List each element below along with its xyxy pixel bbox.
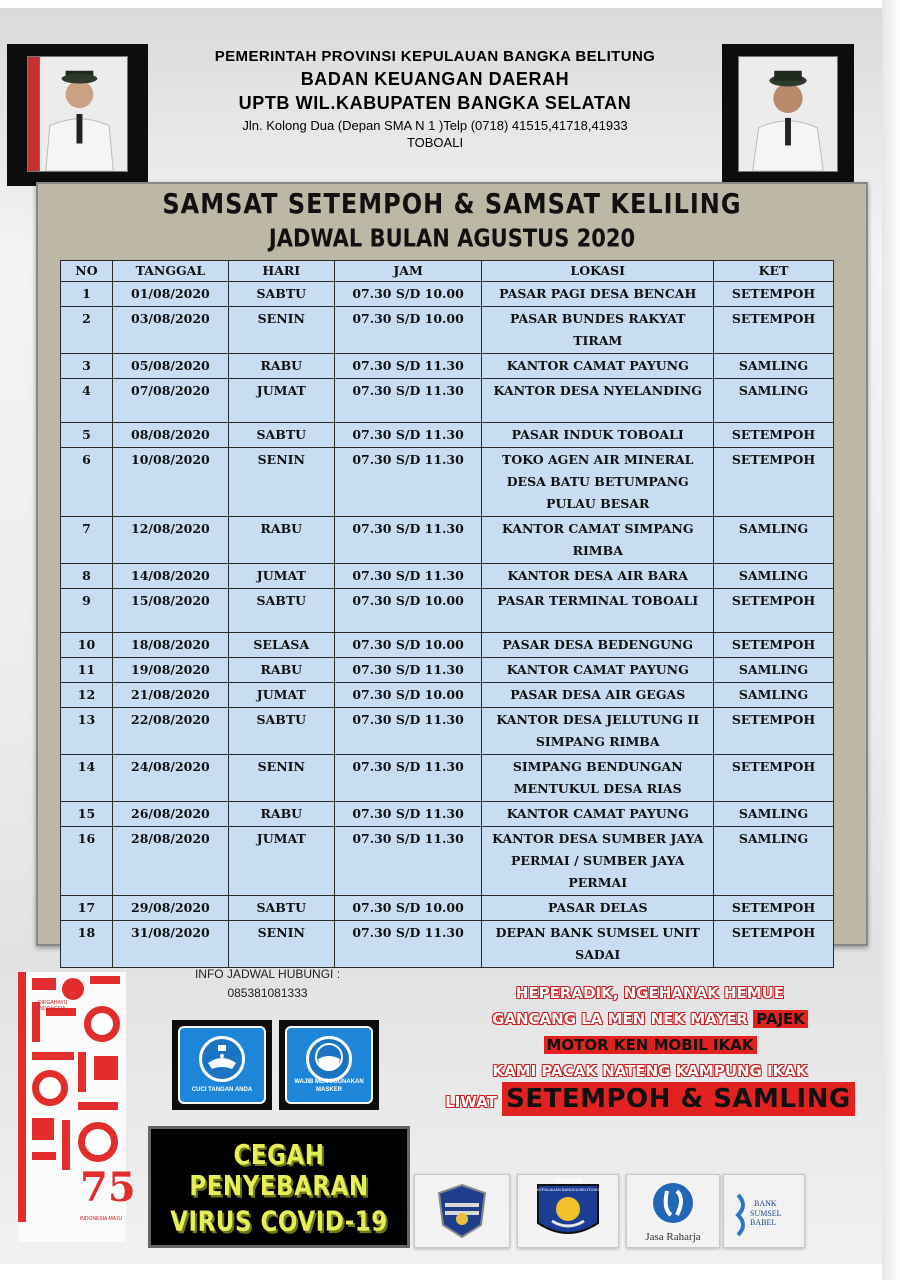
cell-no: 9 bbox=[61, 589, 113, 633]
cell-ket: SETEMPOH bbox=[714, 896, 834, 921]
contact-phone: 085381081333 bbox=[227, 986, 308, 1000]
cell-jam: 07.30 S/D 10.00 bbox=[334, 896, 482, 921]
cell-jam: 07.30 S/D 11.30 bbox=[334, 755, 482, 802]
cell-tanggal: 12/08/2020 bbox=[112, 517, 228, 564]
cell-hari: JUMAT bbox=[228, 683, 334, 708]
cell-no: 4 bbox=[61, 379, 113, 423]
cell-tanggal: 19/08/2020 bbox=[112, 658, 228, 683]
table-row bbox=[61, 589, 834, 633]
cell-no: 10 bbox=[61, 633, 113, 658]
bank-label: BANK bbox=[754, 1199, 777, 1208]
cell-tanggal: 08/08/2020 bbox=[112, 423, 228, 448]
cell-tanggal: 31/08/2020 bbox=[112, 921, 228, 968]
cell-jam: 07.30 S/D 11.30 bbox=[334, 517, 482, 564]
cell-lokasi: KANTOR CAMAT PAYUNG bbox=[482, 354, 714, 379]
schedule-body bbox=[61, 282, 834, 968]
hand-wash-icon bbox=[199, 1036, 245, 1082]
slogan-line-1: HEPERADIK, NGEHANAK HEMUE bbox=[515, 984, 785, 1002]
slogan-line-5 bbox=[440, 1086, 860, 1115]
cell-ket: SAMLING bbox=[714, 802, 834, 827]
cell-ket: SAMLING bbox=[714, 354, 834, 379]
dirgahayu-text: DIRGAHAYU INDONESIA bbox=[38, 1000, 68, 1012]
jasa-raharja-emblem-icon bbox=[627, 1175, 719, 1231]
cell-no: 6 bbox=[61, 448, 113, 517]
cell-hari: SENIN bbox=[228, 755, 334, 802]
slogan-line-3-text: MOTOR KEN MOBIL IKAK bbox=[544, 1036, 757, 1054]
table-row bbox=[61, 564, 834, 589]
bottom-margin bbox=[0, 1264, 900, 1280]
face-mask-icon bbox=[306, 1036, 352, 1082]
official-portrait-icon bbox=[28, 57, 127, 171]
slogan-setempoh-samling: SETEMPOH & SAMLING bbox=[502, 1082, 855, 1116]
contact-label: INFO JADWAL HUBUNGI : bbox=[194, 967, 341, 981]
schedule-table bbox=[60, 260, 834, 968]
cell-lokasi: PASAR DELAS bbox=[482, 896, 714, 921]
cell-ket: SETEMPOH bbox=[714, 282, 834, 307]
cell-jam: 07.30 S/D 11.30 bbox=[334, 827, 482, 896]
cell-lokasi: KANTOR CAMAT PAYUNG bbox=[482, 658, 714, 683]
cell-lokasi: PASAR TERMINAL TOBOALI bbox=[482, 589, 714, 633]
cell-lokasi: PASAR PAGI DESA BENCAH bbox=[482, 282, 714, 307]
letterhead bbox=[150, 44, 720, 150]
cell-jam: 07.30 S/D 11.30 bbox=[334, 921, 482, 968]
cell-hari: SELASA bbox=[228, 633, 334, 658]
table-row bbox=[61, 658, 834, 683]
header-line-3: UPTB WIL.KABUPATEN BANGKA SELATAN bbox=[238, 93, 632, 113]
cell-ket: SAMLING bbox=[714, 379, 834, 423]
wear-mask-sign bbox=[279, 1020, 379, 1110]
cell-ket: SETEMPOH bbox=[714, 921, 834, 968]
table-row bbox=[61, 827, 834, 896]
cell-hari: JUMAT bbox=[228, 564, 334, 589]
cell-hari: RABU bbox=[228, 354, 334, 379]
cell-no: 1 bbox=[61, 282, 113, 307]
table-header-row bbox=[61, 261, 834, 282]
governor-photo bbox=[7, 44, 148, 186]
cell-tanggal: 29/08/2020 bbox=[112, 896, 228, 921]
bank-label-2: SUMSEL BABEL bbox=[750, 1209, 782, 1227]
cell-tanggal: 07/08/2020 bbox=[112, 379, 228, 423]
cell-no: 3 bbox=[61, 354, 113, 379]
cell-ket: SAMLING bbox=[714, 658, 834, 683]
cell-hari: SABTU bbox=[228, 423, 334, 448]
cell-tanggal: 03/08/2020 bbox=[112, 307, 228, 354]
cell-tanggal: 21/08/2020 bbox=[112, 683, 228, 708]
cell-ket: SETEMPOH bbox=[714, 448, 834, 517]
cell-tanggal: 10/08/2020 bbox=[112, 448, 228, 517]
cell-no: 17 bbox=[61, 896, 113, 921]
cell-lokasi: KANTOR CAMAT SIMPANG RIMBA bbox=[482, 517, 714, 564]
slogan-line-3 bbox=[440, 1032, 860, 1058]
slogan-liwat: LIWAT bbox=[445, 1093, 497, 1111]
cell-lokasi: KANTOR DESA NYELANDING bbox=[482, 379, 714, 423]
table-row bbox=[61, 423, 834, 448]
cell-lokasi: PASAR DESA BEDENGUNG bbox=[482, 633, 714, 658]
police-logo bbox=[414, 1174, 510, 1248]
cell-jam: 07.30 S/D 10.00 bbox=[334, 589, 482, 633]
cell-no: 12 bbox=[61, 683, 113, 708]
cell-hari: JUMAT bbox=[228, 379, 334, 423]
cell-ket: SAMLING bbox=[714, 827, 834, 896]
table-row bbox=[61, 896, 834, 921]
header-line-2: BADAN KEUANGAN DAERAH bbox=[300, 69, 570, 89]
table-row bbox=[61, 307, 834, 354]
cell-ket: SETEMPOH bbox=[714, 307, 834, 354]
slogan-pajek: PAJEK bbox=[753, 1010, 808, 1028]
cell-lokasi: KANTOR CAMAT PAYUNG bbox=[482, 802, 714, 827]
covid-line-2: VIRUS COVID-19 bbox=[170, 1206, 388, 1238]
cell-hari: RABU bbox=[228, 802, 334, 827]
jasa-raharja-logo bbox=[626, 1174, 720, 1248]
cell-tanggal: 15/08/2020 bbox=[112, 589, 228, 633]
slogan-line-2 bbox=[440, 1006, 860, 1032]
cell-no: 14 bbox=[61, 755, 113, 802]
vice-governor-photo bbox=[722, 44, 854, 186]
cell-tanggal: 26/08/2020 bbox=[112, 802, 228, 827]
cell-jam: 07.30 S/D 11.30 bbox=[334, 379, 482, 423]
slogan-line-2-text: GANCANG LA MEN NEK MAYER bbox=[492, 1010, 748, 1028]
slogan-line-4: KAMI PACAK NATENG KAMPUNG IKAK bbox=[492, 1062, 808, 1080]
col-header-hari: HARI bbox=[228, 261, 334, 282]
wash-hands-sign bbox=[172, 1020, 272, 1110]
cell-hari: SABTU bbox=[228, 896, 334, 921]
cell-lokasi: PASAR INDUK TOBOALI bbox=[482, 423, 714, 448]
slogan bbox=[440, 980, 860, 1115]
cell-no: 7 bbox=[61, 517, 113, 564]
col-header-jam: JAM bbox=[334, 261, 482, 282]
wear-mask-caption: WAJIB MENGGUNAKAN MASKER bbox=[294, 1079, 364, 1093]
cell-jam: 07.30 S/D 10.00 bbox=[334, 633, 482, 658]
cell-jam: 07.30 S/D 11.30 bbox=[334, 708, 482, 755]
cell-tanggal: 01/08/2020 bbox=[112, 282, 228, 307]
provinsi-logo bbox=[517, 1174, 619, 1248]
cell-ket: SETEMPOH bbox=[714, 708, 834, 755]
anniversary-number: 75 bbox=[80, 1164, 136, 1211]
schedule-subtitle: JADWAL BULAN AGUSTUS 2020 bbox=[268, 223, 636, 253]
cell-no: 5 bbox=[61, 423, 113, 448]
cell-lokasi: TOKO AGEN AIR MINERAL DESA BATU BETUMPANG PULAU BESAR bbox=[482, 448, 714, 517]
cell-tanggal: 14/08/2020 bbox=[112, 564, 228, 589]
col-header-lokasi: LOKASI bbox=[482, 261, 714, 282]
cell-hari: SENIN bbox=[228, 307, 334, 354]
cell-jam: 07.30 S/D 10.00 bbox=[334, 683, 482, 708]
col-header-ket: KET bbox=[714, 261, 834, 282]
cell-hari: SABTU bbox=[228, 589, 334, 633]
cell-lokasi: KANTOR DESA JELUTUNG II SIMPANG RIMBA bbox=[482, 708, 714, 755]
cell-hari: SABTU bbox=[228, 708, 334, 755]
header-address: Jln. Kolong Dua (Depan SMA N 1 )Telp (0718) 41515,41718,41933 bbox=[242, 118, 628, 133]
wash-hands-caption: CUCI TANGAN ANDA bbox=[191, 1087, 253, 1093]
cell-jam: 07.30 S/D 10.00 bbox=[334, 307, 482, 354]
cell-jam: 07.30 S/D 11.30 bbox=[334, 423, 482, 448]
cell-no: 13 bbox=[61, 708, 113, 755]
hut-ri-75-graphic bbox=[18, 972, 136, 1242]
covid-line-1: CEGAH PENYEBARAN bbox=[189, 1139, 369, 1203]
cell-no: 15 bbox=[61, 802, 113, 827]
table-row bbox=[61, 802, 834, 827]
cell-lokasi: PASAR BUNDES RAKYAT TIRAM bbox=[482, 307, 714, 354]
cell-no: 11 bbox=[61, 658, 113, 683]
cell-tanggal: 28/08/2020 bbox=[112, 827, 228, 896]
table-row bbox=[61, 755, 834, 802]
cell-hari: JUMAT bbox=[228, 827, 334, 896]
cell-hari: SENIN bbox=[228, 448, 334, 517]
cell-ket: SAMLING bbox=[714, 517, 834, 564]
bank-sumsel-babel-logo bbox=[723, 1174, 805, 1248]
cell-tanggal: 05/08/2020 bbox=[112, 354, 228, 379]
col-header-tanggal: TANGGAL bbox=[112, 261, 228, 282]
cell-ket: SETEMPOH bbox=[714, 423, 834, 448]
cell-lokasi: KANTOR DESA AIR BARA bbox=[482, 564, 714, 589]
official-portrait-icon bbox=[739, 57, 837, 171]
cell-no: 8 bbox=[61, 564, 113, 589]
cell-ket: SETEMPOH bbox=[714, 633, 834, 658]
cell-hari: RABU bbox=[228, 517, 334, 564]
table-row bbox=[61, 354, 834, 379]
cell-jam: 07.30 S/D 11.30 bbox=[334, 658, 482, 683]
cell-tanggal: 22/08/2020 bbox=[112, 708, 228, 755]
table-row bbox=[61, 633, 834, 658]
cell-no: 2 bbox=[61, 307, 113, 354]
table-row bbox=[61, 448, 834, 517]
cell-lokasi: DEPAN BANK SUMSEL UNIT SADAI bbox=[482, 921, 714, 968]
cell-ket: SETEMPOH bbox=[714, 755, 834, 802]
cell-lokasi: SIMPANG BENDUNGAN MENTUKUL DESA RIAS bbox=[482, 755, 714, 802]
cell-jam: 07.30 S/D 11.30 bbox=[334, 354, 482, 379]
cell-tanggal: 18/08/2020 bbox=[112, 633, 228, 658]
cell-ket: SAMLING bbox=[714, 683, 834, 708]
cell-hari: RABU bbox=[228, 658, 334, 683]
provinsi-label-2: KEPULAUAN BANGKA BELITUNG bbox=[536, 1187, 600, 1192]
cell-lokasi: PASAR DESA AIR GEGAS bbox=[482, 683, 714, 708]
col-header-no: NO bbox=[61, 261, 113, 282]
police-emblem-icon bbox=[415, 1175, 509, 1247]
provinsi-label: PROVINSI bbox=[553, 1179, 583, 1185]
header-city: TOBOALI bbox=[406, 135, 464, 150]
schedule-panel bbox=[36, 182, 868, 962]
cell-hari: SABTU bbox=[228, 282, 334, 307]
table-row bbox=[61, 708, 834, 755]
covid-banner bbox=[148, 1126, 410, 1248]
cell-ket: SAMLING bbox=[714, 564, 834, 589]
table-row bbox=[61, 921, 834, 968]
cell-ket: SETEMPOH bbox=[714, 589, 834, 633]
table-row bbox=[61, 379, 834, 423]
cell-no: 16 bbox=[61, 827, 113, 896]
header-line-1: PEMERINTAH PROVINSI KEPULAUAN BANGKA BELITUNG bbox=[214, 48, 656, 65]
cell-tanggal: 24/08/2020 bbox=[112, 755, 228, 802]
cell-no: 18 bbox=[61, 921, 113, 968]
schedule-title: SAMSAT SETEMPOH & SAMSAT KELILING bbox=[162, 187, 742, 221]
cell-jam: 07.30 S/D 11.30 bbox=[334, 564, 482, 589]
jasa-raharja-label: Jasa Raharja bbox=[645, 1231, 701, 1243]
table-row bbox=[61, 517, 834, 564]
cell-hari: SENIN bbox=[228, 921, 334, 968]
cell-jam: 07.30 S/D 10.00 bbox=[334, 282, 482, 307]
merdeka-text: INDONESIA MAJU bbox=[79, 1216, 123, 1222]
table-row bbox=[61, 282, 834, 307]
cell-jam: 07.30 S/D 11.30 bbox=[334, 802, 482, 827]
table-row bbox=[61, 683, 834, 708]
cell-jam: 07.30 S/D 11.30 bbox=[334, 448, 482, 517]
cell-lokasi: KANTOR DESA SUMBER JAYA PERMAI / SUMBER JAYA PERMAI bbox=[482, 827, 714, 896]
contact-info bbox=[180, 965, 355, 1003]
provinsi-emblem-icon bbox=[518, 1175, 618, 1247]
